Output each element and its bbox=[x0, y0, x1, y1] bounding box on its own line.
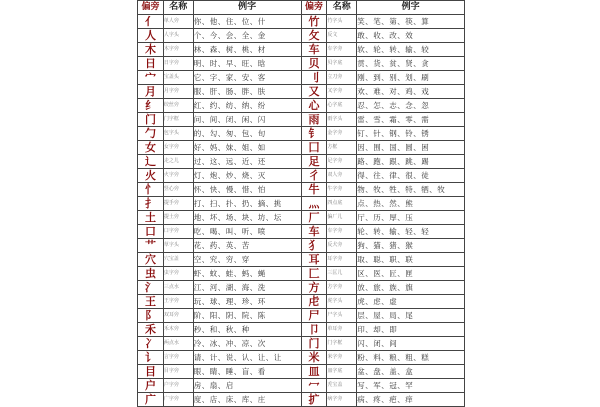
radical-cell: 虫 bbox=[138, 267, 164, 281]
radical-name-cell: 户字旁 bbox=[163, 379, 193, 393]
radical-cell: 米 bbox=[301, 351, 327, 365]
table-row bbox=[138, 337, 302, 351]
table-row bbox=[301, 337, 465, 351]
example-chars-cell: 度、店、床、库、庄 bbox=[193, 393, 301, 407]
radical-name-cell: 言字旁 bbox=[163, 351, 193, 365]
example-chars-cell: 服、肝、肠、胖、肤 bbox=[193, 85, 301, 99]
radical-cell: 火 bbox=[138, 169, 164, 183]
table-row bbox=[301, 253, 465, 267]
radical-name-cell: 双人旁 bbox=[327, 169, 357, 183]
table-row bbox=[138, 281, 302, 295]
table-row bbox=[138, 323, 302, 337]
radical-cell: 攵 bbox=[301, 29, 327, 43]
example-chars-cell: 印、却、即 bbox=[357, 323, 465, 337]
table-row bbox=[138, 127, 302, 141]
example-chars-cell: 玩、球、理、珍、环 bbox=[193, 295, 301, 309]
radical-name-cell: 单人旁 bbox=[163, 15, 193, 29]
radical-name-cell: 木字旁 bbox=[163, 43, 193, 57]
table-row bbox=[138, 85, 302, 99]
example-chars-cell: 眼、睛、睡、盲、看 bbox=[193, 365, 301, 379]
radical-cell: 尸 bbox=[301, 309, 327, 323]
table-row bbox=[138, 43, 302, 57]
radical-name-cell: 火字旁 bbox=[163, 169, 193, 183]
radical-cell: 车 bbox=[301, 225, 327, 239]
example-chars-cell: 刚、到、别、划、刷 bbox=[357, 71, 465, 85]
radical-name-cell: 三匡儿 bbox=[327, 267, 357, 281]
radical-name-cell: 雨字头 bbox=[327, 113, 357, 127]
example-chars-cell: 雷、雪、霜、零、需 bbox=[357, 113, 465, 127]
radical-name-cell: 心字底 bbox=[327, 99, 357, 113]
radical-name-cell: 女字旁 bbox=[163, 141, 193, 155]
radical-cell: 讠 bbox=[138, 351, 164, 365]
radical-name-cell: 方框 bbox=[327, 141, 357, 155]
name-header: 名称 bbox=[327, 1, 357, 15]
radical-cell: 口 bbox=[138, 225, 164, 239]
radical-cell: 钅 bbox=[301, 127, 327, 141]
example-chars-cell: 厅、历、厚、压 bbox=[357, 211, 465, 225]
table-row bbox=[301, 169, 465, 183]
example-chars-cell: 欢、难、对、鸡、戏 bbox=[357, 85, 465, 99]
example-chars-cell: 放、旅、族、旗 bbox=[357, 281, 465, 295]
example-chars-cell: 虾、蚊、蛙、蚂、蝇 bbox=[193, 267, 301, 281]
radical-name-cell: 虎字头 bbox=[327, 295, 357, 309]
radical-cell: 囗 bbox=[301, 141, 327, 155]
table-row bbox=[301, 225, 465, 239]
radical-cell: 皿 bbox=[301, 365, 327, 379]
example-chars-cell: 区、医、匠、匣 bbox=[357, 267, 465, 281]
example-chars-cell: 路、跑、跟、跳、踢 bbox=[357, 155, 465, 169]
table-row bbox=[138, 155, 302, 169]
radical-name-cell: 包字头 bbox=[163, 127, 193, 141]
radical-table-sheet bbox=[137, 0, 465, 406]
table-row bbox=[138, 57, 302, 71]
radical-cell: 卩 bbox=[301, 323, 327, 337]
radical-cell: 氵 bbox=[138, 281, 164, 295]
radical-name-cell: 王字旁 bbox=[163, 295, 193, 309]
radical-name-cell: 方字旁 bbox=[327, 281, 357, 295]
example-chars-cell: 点、热、然、熊 bbox=[357, 197, 465, 211]
radical-name-cell: 两点水 bbox=[163, 337, 193, 351]
example-chars-cell: 轮、转、输、轻、轻 bbox=[357, 225, 465, 239]
table-row bbox=[138, 295, 302, 309]
table-row bbox=[301, 211, 465, 225]
radical-name-cell: 尸字头 bbox=[327, 309, 357, 323]
radical-cell: 王 bbox=[138, 295, 164, 309]
radical-cell: 虍 bbox=[301, 295, 327, 309]
table-row bbox=[301, 127, 465, 141]
table-row bbox=[301, 351, 465, 365]
table-row bbox=[301, 15, 465, 29]
radical-name-cell: 双耳旁 bbox=[163, 309, 193, 323]
table-row bbox=[301, 183, 465, 197]
radical-name-cell: 反文 bbox=[327, 29, 357, 43]
example-chars-cell: 忍、怎、志、念、忽 bbox=[357, 99, 465, 113]
radical-cell: 纟 bbox=[138, 99, 164, 113]
radical-header: 偏旁 bbox=[138, 1, 164, 15]
radical-cell: 土 bbox=[138, 211, 164, 225]
table-row bbox=[138, 113, 302, 127]
example-chars-cell: 问、间、闭、闲、闪 bbox=[193, 113, 301, 127]
radical-name-cell: 提手旁 bbox=[163, 197, 193, 211]
radical-cell: 忄 bbox=[138, 183, 164, 197]
table-row bbox=[138, 267, 302, 281]
radical-cell: 月 bbox=[138, 85, 164, 99]
example-chars-cell: 虎、虑、虚 bbox=[357, 295, 465, 309]
radical-name-cell: 提土旁 bbox=[163, 211, 193, 225]
table-row bbox=[138, 169, 302, 183]
radical-cell: 牛 bbox=[301, 183, 327, 197]
radical-cell: 雨 bbox=[301, 113, 327, 127]
radical-name-cell: 三点水 bbox=[163, 281, 193, 295]
radical-name-cell: 人字头 bbox=[163, 29, 193, 43]
radical-cell: 木 bbox=[138, 43, 164, 57]
table-row bbox=[138, 15, 302, 29]
example-chars-cell: 得、往、律、很、徒 bbox=[357, 169, 465, 183]
table-row bbox=[301, 379, 465, 393]
example-chars-cell: 好、妈、妹、姐、如 bbox=[193, 141, 301, 155]
radical-header: 偏旁 bbox=[301, 1, 327, 15]
radical-name-cell: 贝字底 bbox=[327, 57, 357, 71]
radical-cell: 刂 bbox=[301, 71, 327, 85]
radical-name-cell: 反犬旁 bbox=[327, 239, 357, 253]
table-row bbox=[138, 71, 302, 85]
radical-name-cell: 病字旁 bbox=[327, 393, 357, 407]
radical-cell: 艹 bbox=[138, 239, 164, 253]
table-row bbox=[301, 267, 465, 281]
example-chars-cell: 的、勾、匆、包、旬 bbox=[193, 127, 301, 141]
radical-cell: 阝 bbox=[138, 309, 164, 323]
example-chars-cell: 写、军、冠、罕 bbox=[357, 379, 465, 393]
radical-name-cell: 走之儿 bbox=[163, 155, 193, 169]
radical-name-cell: 足字旁 bbox=[327, 155, 357, 169]
example-chars-cell: 物、牧、牲、特、牺、牧 bbox=[357, 183, 465, 197]
radical-cell: 目 bbox=[138, 365, 164, 379]
table-row bbox=[138, 29, 302, 43]
radical-cell: 穴 bbox=[138, 253, 164, 267]
radical-cell: 车 bbox=[301, 43, 327, 57]
table-row bbox=[138, 309, 302, 323]
table-row bbox=[138, 141, 302, 155]
examples-header: 例字 bbox=[357, 1, 465, 15]
radical-cell: 匚 bbox=[301, 267, 327, 281]
table-row bbox=[301, 155, 465, 169]
table-row bbox=[138, 365, 302, 379]
radical-name-cell: 门字框 bbox=[327, 337, 357, 351]
table-row bbox=[301, 29, 465, 43]
radical-name-cell: 偏厂儿 bbox=[327, 211, 357, 225]
radical-cell: 灬 bbox=[301, 197, 327, 211]
radical-cell: 广 bbox=[138, 393, 164, 407]
radical-cell: 禾 bbox=[138, 323, 164, 337]
radical-name-cell: 穴宝盖 bbox=[163, 253, 193, 267]
table-row bbox=[301, 365, 465, 379]
radical-name-cell: 目字旁 bbox=[163, 365, 193, 379]
example-chars-cell: 病、疼、疤、痒 bbox=[357, 393, 465, 407]
radical-cell: 门 bbox=[138, 113, 164, 127]
radical-name-cell: 日字旁 bbox=[163, 57, 193, 71]
radical-cell: 女 bbox=[138, 141, 164, 155]
radical-name-cell: 耳字旁 bbox=[327, 253, 357, 267]
table-row bbox=[138, 351, 302, 365]
radical-name-cell: 秃宝盖 bbox=[327, 379, 357, 393]
example-chars-cell: 闪、闭、间 bbox=[357, 337, 465, 351]
table-row bbox=[301, 43, 465, 57]
radical-table-right bbox=[301, 0, 466, 407]
radical-cell: 彳 bbox=[301, 169, 327, 183]
radical-cell: 冫 bbox=[138, 337, 164, 351]
radical-name-cell: 绞丝旁 bbox=[163, 99, 193, 113]
example-chars-cell: 空、究、穷、穿 bbox=[193, 253, 301, 267]
table-row bbox=[301, 197, 465, 211]
example-chars-cell: 打、扫、扑、扔、摘、挑 bbox=[193, 197, 301, 211]
example-chars-cell: 笑、笔、第、筷、算 bbox=[357, 15, 465, 29]
example-chars-cell: 明、时、早、旺、晗 bbox=[193, 57, 301, 71]
radical-cell: 户 bbox=[138, 379, 164, 393]
example-chars-cell: 吃、喝、叫、听、喷 bbox=[193, 225, 301, 239]
radical-cell: 扩 bbox=[301, 393, 327, 407]
radical-cell: 宀 bbox=[138, 71, 164, 85]
example-chars-cell: 软、轮、转、输、较 bbox=[357, 43, 465, 57]
radical-cell: 亻 bbox=[138, 15, 164, 29]
example-chars-cell: 盆、盘、盖、盒 bbox=[357, 365, 465, 379]
radical-name-cell: 牛字旁 bbox=[327, 183, 357, 197]
table-row bbox=[138, 225, 302, 239]
header-row bbox=[138, 1, 302, 15]
table-row bbox=[138, 197, 302, 211]
radical-name-cell: 口字旁 bbox=[163, 225, 193, 239]
name-header: 名称 bbox=[163, 1, 193, 15]
header-row bbox=[301, 1, 465, 15]
table-row bbox=[301, 141, 465, 155]
radical-name-cell: 立刀旁 bbox=[327, 71, 357, 85]
radical-table-left bbox=[137, 0, 302, 407]
table-row bbox=[138, 239, 302, 253]
example-chars-cell: 请、计、说、认、让、让 bbox=[193, 351, 301, 365]
table-row bbox=[301, 239, 465, 253]
example-chars-cell: 个、今、会、全、金 bbox=[193, 29, 301, 43]
table-row bbox=[138, 379, 302, 393]
example-chars-cell: 怀、快、慢、惜、怕 bbox=[193, 183, 301, 197]
example-chars-cell: 过、这、远、近、还 bbox=[193, 155, 301, 169]
radical-cell: 又 bbox=[301, 85, 327, 99]
radical-name-cell: 车字旁 bbox=[327, 225, 357, 239]
radical-cell: 犭 bbox=[301, 239, 327, 253]
table-row bbox=[301, 323, 465, 337]
table-row bbox=[138, 211, 302, 225]
example-chars-cell: 阶、阳、阴、院、陈 bbox=[193, 309, 301, 323]
table-row bbox=[301, 309, 465, 323]
example-chars-cell: 狗、猫、猪、猴 bbox=[357, 239, 465, 253]
table-row bbox=[301, 281, 465, 295]
radical-name-cell: 四点底 bbox=[327, 197, 357, 211]
example-chars-cell: 你、他、住、位、什 bbox=[193, 15, 301, 29]
radical-name-cell: 宝盖头 bbox=[163, 71, 193, 85]
radical-name-cell: 米字旁 bbox=[327, 351, 357, 365]
radical-cell: 扌 bbox=[138, 197, 164, 211]
radical-cell: 心 bbox=[301, 99, 327, 113]
radical-cell: 方 bbox=[301, 281, 327, 295]
table-row bbox=[138, 99, 302, 113]
example-chars-cell: 冷、冰、冲、凉、次 bbox=[193, 337, 301, 351]
radical-name-cell: 广字旁 bbox=[163, 393, 193, 407]
example-chars-cell: 花、药、英、苦 bbox=[193, 239, 301, 253]
radical-name-cell: 竹字头 bbox=[327, 15, 357, 29]
radical-cell: 日 bbox=[138, 57, 164, 71]
radical-name-cell: 草字头 bbox=[163, 239, 193, 253]
radical-name-cell: 车字旁 bbox=[327, 43, 357, 57]
table-row bbox=[301, 113, 465, 127]
example-chars-cell: 取、聪、职、联 bbox=[357, 253, 465, 267]
radical-cell: 辶 bbox=[138, 155, 164, 169]
table-row bbox=[301, 57, 465, 71]
example-chars-cell: 钉、针、钢、铃、锈 bbox=[357, 127, 465, 141]
radical-name-cell: 门字框 bbox=[163, 113, 193, 127]
example-chars-cell: 它、字、家、安、客 bbox=[193, 71, 301, 85]
table-row bbox=[301, 295, 465, 309]
radical-name-cell: 金字旁 bbox=[327, 127, 357, 141]
radical-name-cell: 禾木旁 bbox=[163, 323, 193, 337]
example-chars-cell: 林、森、树、桃、材 bbox=[193, 43, 301, 57]
radical-cell: 勹 bbox=[138, 127, 164, 141]
example-chars-cell: 红、约、纺、纳、纷 bbox=[193, 99, 301, 113]
radical-name-cell: 皿字底 bbox=[327, 365, 357, 379]
radical-cell: 冖 bbox=[301, 379, 327, 393]
table-row bbox=[301, 99, 465, 113]
example-chars-cell: 因、围、国、圆、困 bbox=[357, 141, 465, 155]
table-row bbox=[301, 71, 465, 85]
radical-cell: 门 bbox=[301, 337, 327, 351]
example-chars-cell: 房、扇、启 bbox=[193, 379, 301, 393]
radical-name-cell: 又字旁 bbox=[327, 85, 357, 99]
radical-cell: 足 bbox=[301, 155, 327, 169]
example-chars-cell: 秒、和、秋、种 bbox=[193, 323, 301, 337]
radical-cell: 厂 bbox=[301, 211, 327, 225]
example-chars-cell: 地、坏、场、块、坊、坛 bbox=[193, 211, 301, 225]
example-chars-cell: 粉、料、粮、粗、糕 bbox=[357, 351, 465, 365]
radical-name-cell: 单耳旁 bbox=[327, 323, 357, 337]
radical-cell: 耳 bbox=[301, 253, 327, 267]
table-row bbox=[138, 253, 302, 267]
example-chars-cell: 层、屋、局、尾 bbox=[357, 309, 465, 323]
radical-name-cell: 月字旁 bbox=[163, 85, 193, 99]
table-row bbox=[138, 183, 302, 197]
radical-cell: 贝 bbox=[301, 57, 327, 71]
example-chars-cell: 灯、炮、炒、烧、灭 bbox=[193, 169, 301, 183]
radical-cell: 竹 bbox=[301, 15, 327, 29]
examples-header: 例字 bbox=[193, 1, 301, 15]
radical-cell: 人 bbox=[138, 29, 164, 43]
table-row bbox=[301, 85, 465, 99]
example-chars-cell: 敢、收、改、效 bbox=[357, 29, 465, 43]
radical-name-cell: 竖心旁 bbox=[163, 183, 193, 197]
example-chars-cell: 江、河、湖、海、洗 bbox=[193, 281, 301, 295]
example-chars-cell: 贯、货、贫、贤、贪 bbox=[357, 57, 465, 71]
radical-name-cell: 虫字旁 bbox=[163, 267, 193, 281]
